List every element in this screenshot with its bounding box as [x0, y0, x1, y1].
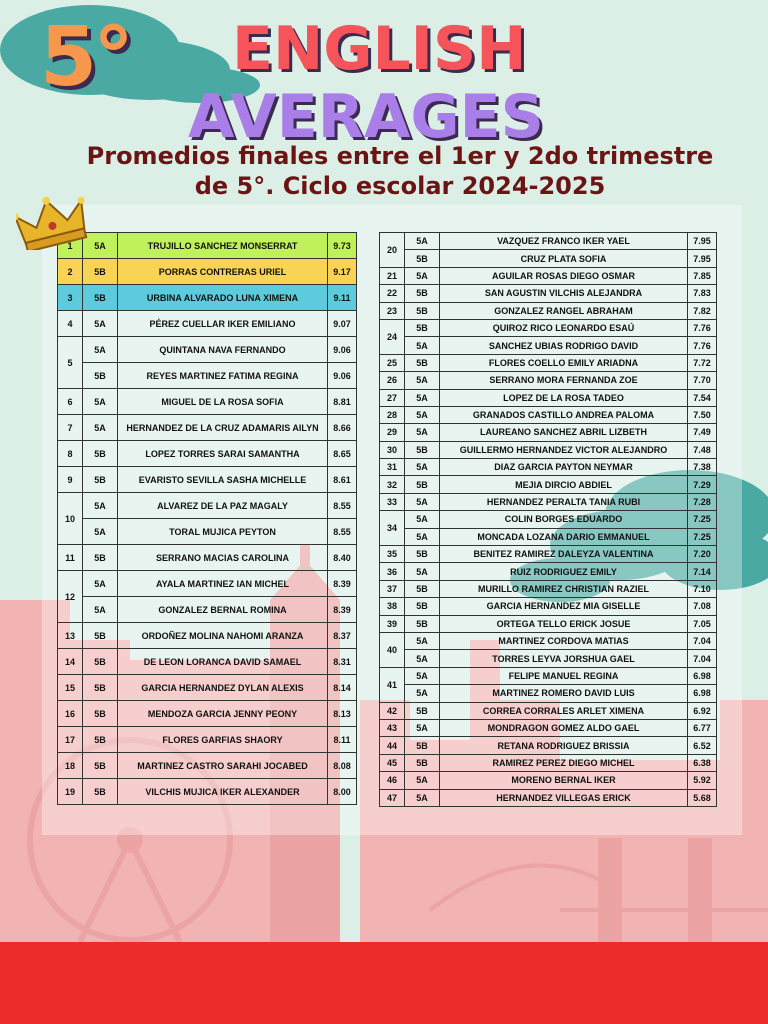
student-name-cell: GUILLERMO HERNANDEZ VICTOR ALEJANDRO	[440, 441, 688, 458]
group-cell: 5B	[405, 476, 440, 493]
student-name-cell: AGUILAR ROSAS DIEGO OSMAR	[440, 267, 688, 284]
group-cell: 5B	[405, 754, 440, 771]
rank-cell: 23	[380, 302, 405, 319]
rank-cell: 7	[58, 415, 83, 441]
table-row	[380, 528, 717, 545]
group-cell: 5B	[405, 580, 440, 597]
average-cell: 6.92	[688, 702, 717, 719]
average-cell: 7.25	[688, 511, 717, 528]
table-row	[58, 493, 357, 519]
group-cell: 5A	[83, 519, 118, 545]
group-cell: 5A	[83, 311, 118, 337]
table-row	[380, 233, 717, 250]
student-name-cell: EVARISTO SEVILLA SASHA MICHELLE	[118, 467, 328, 493]
table-row	[58, 415, 357, 441]
student-name-cell: REYES MARTINEZ FATIMA REGINA	[118, 363, 328, 389]
average-cell: 6.52	[688, 737, 717, 754]
student-name-cell: BENITEZ RAMIREZ DALEYZA VALENTINA	[440, 546, 688, 563]
rank-cell: 12	[58, 571, 83, 623]
table-row	[380, 424, 717, 441]
rank-cell: 1	[58, 233, 83, 259]
rank-cell: 44	[380, 737, 405, 754]
average-cell: 7.54	[688, 389, 717, 406]
average-cell: 8.39	[328, 597, 357, 623]
rank-cell: 45	[380, 754, 405, 771]
group-cell: 5A	[405, 772, 440, 789]
rank-cell: 40	[380, 632, 405, 667]
group-cell: 5B	[83, 779, 118, 805]
average-cell: 6.98	[688, 667, 717, 684]
average-cell: 8.40	[328, 545, 357, 571]
table-row	[380, 702, 717, 719]
table-row	[58, 701, 357, 727]
group-cell: 5A	[405, 528, 440, 545]
student-name-cell: CRUZ PLATA SOFIA	[440, 250, 688, 267]
student-name-cell: ORTEGA TELLO ERICK JOSUE	[440, 615, 688, 632]
group-cell: 5B	[405, 319, 440, 336]
group-cell: 5B	[405, 302, 440, 319]
average-cell: 7.10	[688, 580, 717, 597]
table-row	[380, 754, 717, 771]
group-cell: 5A	[405, 511, 440, 528]
student-name-cell: MONDRAGON GOMEZ ALDO GAEL	[440, 719, 688, 736]
average-cell: 7.25	[688, 528, 717, 545]
rank-cell: 24	[380, 319, 405, 354]
student-name-cell: TRUJILLO SANCHEZ MONSERRAT	[118, 233, 328, 259]
group-cell: 5A	[405, 372, 440, 389]
group-cell: 5B	[405, 702, 440, 719]
rank-cell: 8	[58, 441, 83, 467]
table-row	[380, 650, 717, 667]
subtitle-line-2: de 5°. Ciclo escolar 2024-2025	[194, 172, 606, 200]
crown-icon	[16, 194, 88, 250]
rank-cell: 21	[380, 267, 405, 284]
table-row	[58, 545, 357, 571]
student-name-cell: HERNANDEZ DE LA CRUZ ADAMARIS AILYN	[118, 415, 328, 441]
rank-cell: 34	[380, 511, 405, 546]
group-cell: 5B	[83, 363, 118, 389]
rank-cell: 22	[380, 285, 405, 302]
group-cell: 5A	[83, 571, 118, 597]
average-cell: 7.08	[688, 598, 717, 615]
rank-cell: 11	[58, 545, 83, 571]
group-cell: 5B	[83, 727, 118, 753]
rank-cell: 41	[380, 667, 405, 702]
bottom-band	[0, 942, 768, 1024]
student-name-cell: RUIZ RODRIGUEZ EMILY	[440, 563, 688, 580]
average-cell: 7.04	[688, 650, 717, 667]
group-cell: 5A	[405, 667, 440, 684]
group-cell: 5B	[83, 285, 118, 311]
rank-cell: 9	[58, 467, 83, 493]
student-name-cell: GARCIA HERNANDEZ DYLAN ALEXIS	[118, 675, 328, 701]
average-cell: 7.95	[688, 233, 717, 250]
group-cell: 5B	[83, 441, 118, 467]
rank-cell: 46	[380, 772, 405, 789]
student-name-cell: FLORES GARFIAS SHAORY	[118, 727, 328, 753]
averages-table-right	[379, 232, 717, 807]
group-cell: 5A	[83, 415, 118, 441]
student-name-cell: GRANADOS CASTILLO ANDREA PALOMA	[440, 406, 688, 423]
student-name-cell: COLIN BORGES EDUARDO	[440, 511, 688, 528]
student-name-cell: SERRANO MORA FERNANDA ZOE	[440, 372, 688, 389]
student-name-cell: MIGUEL DE LA ROSA SOFIA	[118, 389, 328, 415]
average-cell: 8.39	[328, 571, 357, 597]
table-row	[380, 459, 717, 476]
group-cell: 5B	[405, 546, 440, 563]
group-cell: 5B	[83, 623, 118, 649]
average-cell: 8.13	[328, 701, 357, 727]
average-cell: 9.17	[328, 259, 357, 285]
student-name-cell: VAZQUEZ FRANCO IKER YAEL	[440, 233, 688, 250]
student-name-cell: TORAL MUJICA PEYTON	[118, 519, 328, 545]
student-name-cell: SANCHEZ UBIAS RODRIGO DAVID	[440, 337, 688, 354]
table-row	[380, 511, 717, 528]
table-row	[380, 789, 717, 806]
student-name-cell: TORRES LEYVA JORSHUA GAEL	[440, 650, 688, 667]
rank-cell: 15	[58, 675, 83, 701]
group-cell: 5A	[405, 389, 440, 406]
average-cell: 7.38	[688, 459, 717, 476]
table-row	[380, 406, 717, 423]
group-cell: 5B	[405, 441, 440, 458]
rank-cell: 3	[58, 285, 83, 311]
average-cell: 9.11	[328, 285, 357, 311]
group-cell: 5A	[405, 267, 440, 284]
group-cell: 5B	[83, 753, 118, 779]
table-row	[58, 779, 357, 805]
group-cell: 5B	[405, 737, 440, 754]
table-row	[58, 467, 357, 493]
rank-cell: 37	[380, 580, 405, 597]
student-name-cell: PORRAS CONTRERAS URIEL	[118, 259, 328, 285]
table-row	[58, 675, 357, 701]
average-cell: 6.98	[688, 685, 717, 702]
student-name-cell: QUINTANA NAVA FERNANDO	[118, 337, 328, 363]
average-cell: 7.72	[688, 354, 717, 371]
average-cell: 8.37	[328, 623, 357, 649]
rank-cell: 13	[58, 623, 83, 649]
table-row	[58, 649, 357, 675]
average-cell: 9.73	[328, 233, 357, 259]
group-cell: 5A	[405, 459, 440, 476]
table-row	[58, 233, 357, 259]
average-cell: 8.31	[328, 649, 357, 675]
table-row	[58, 753, 357, 779]
student-name-cell: AYALA MARTINEZ IAN MICHEL	[118, 571, 328, 597]
group-cell: 5A	[405, 789, 440, 806]
student-name-cell: GONZALEZ BERNAL ROMINA	[118, 597, 328, 623]
table-row	[58, 571, 357, 597]
student-name-cell: RAMIREZ PEREZ DIEGO MICHEL	[440, 754, 688, 771]
group-cell: 5A	[405, 685, 440, 702]
rank-cell: 47	[380, 789, 405, 806]
table-row	[380, 719, 717, 736]
rank-cell: 35	[380, 546, 405, 563]
average-cell: 7.70	[688, 372, 717, 389]
table-row	[380, 302, 717, 319]
group-cell: 5B	[405, 615, 440, 632]
group-cell: 5B	[83, 259, 118, 285]
average-cell: 8.14	[328, 675, 357, 701]
average-cell: 7.76	[688, 337, 717, 354]
table-row	[380, 772, 717, 789]
table-row	[380, 319, 717, 336]
table-row	[380, 685, 717, 702]
average-cell: 7.28	[688, 493, 717, 510]
average-cell: 7.95	[688, 250, 717, 267]
average-cell: 8.65	[328, 441, 357, 467]
table-row	[380, 476, 717, 493]
page-title: ENGLISH	[232, 14, 527, 84]
subtitle-line-1: Promedios finales entre el 1er y 2do trimestre	[86, 142, 714, 170]
table-row	[58, 363, 357, 389]
grade-title: 5°	[40, 10, 131, 105]
average-cell: 9.07	[328, 311, 357, 337]
table-row	[58, 389, 357, 415]
group-cell: 5B	[83, 545, 118, 571]
student-name-cell: MEJIA DIRCIO ABDIEL	[440, 476, 688, 493]
rank-cell: 2	[58, 259, 83, 285]
rank-cell: 30	[380, 441, 405, 458]
average-cell: 8.11	[328, 727, 357, 753]
average-cell: 7.76	[688, 319, 717, 336]
rank-cell: 31	[380, 459, 405, 476]
group-cell: 5A	[405, 563, 440, 580]
group-cell: 5B	[83, 701, 118, 727]
table-row	[380, 632, 717, 649]
group-cell: 5A	[405, 424, 440, 441]
table-row	[380, 372, 717, 389]
rank-cell: 32	[380, 476, 405, 493]
student-name-cell: LOPEZ DE LA ROSA TADEO	[440, 389, 688, 406]
student-name-cell: MARTINEZ CORDOVA MATIAS	[440, 632, 688, 649]
group-cell: 5A	[405, 650, 440, 667]
group-cell: 5A	[405, 493, 440, 510]
group-cell: 5A	[83, 233, 118, 259]
student-name-cell: SERRANO MACIAS CAROLINA	[118, 545, 328, 571]
table-row	[58, 623, 357, 649]
average-cell: 8.08	[328, 753, 357, 779]
average-cell: 7.04	[688, 632, 717, 649]
student-name-cell: MENDOZA GARCIA JENNY PEONY	[118, 701, 328, 727]
average-cell: 7.14	[688, 563, 717, 580]
average-cell: 7.82	[688, 302, 717, 319]
table-row	[58, 519, 357, 545]
table-row	[58, 259, 357, 285]
group-cell: 5B	[83, 467, 118, 493]
table-row	[380, 389, 717, 406]
table-row	[380, 546, 717, 563]
table-row	[58, 727, 357, 753]
average-cell: 6.38	[688, 754, 717, 771]
student-name-cell: SAN AGUSTIN VILCHIS ALEJANDRA	[440, 285, 688, 302]
student-name-cell: GARCIA HERNANDEZ MIA GISELLE	[440, 598, 688, 615]
student-name-cell: MARTINEZ CASTRO SARAHI JOCABED	[118, 753, 328, 779]
table-row	[380, 337, 717, 354]
student-name-cell: HERNANDEZ PERALTA TANIA RUBI	[440, 493, 688, 510]
table-row	[380, 737, 717, 754]
rank-cell: 14	[58, 649, 83, 675]
average-cell: 8.55	[328, 493, 357, 519]
rank-cell: 28	[380, 406, 405, 423]
table-row	[380, 493, 717, 510]
average-cell: 8.00	[328, 779, 357, 805]
average-cell: 9.06	[328, 363, 357, 389]
table-row	[380, 250, 717, 267]
student-name-cell: MARTINEZ ROMERO DAVID LUIS	[440, 685, 688, 702]
average-cell: 7.05	[688, 615, 717, 632]
table-row	[58, 285, 357, 311]
rank-cell: 4	[58, 311, 83, 337]
table-row	[58, 441, 357, 467]
rank-cell: 36	[380, 563, 405, 580]
student-name-cell: HERNANDEZ VILLEGAS ERICK	[440, 789, 688, 806]
average-cell: 8.66	[328, 415, 357, 441]
average-cell: 7.29	[688, 476, 717, 493]
average-cell: 7.85	[688, 267, 717, 284]
table-row	[380, 563, 717, 580]
average-cell: 7.20	[688, 546, 717, 563]
group-cell: 5B	[405, 250, 440, 267]
rank-cell: 16	[58, 701, 83, 727]
table-row	[58, 337, 357, 363]
table-row	[380, 615, 717, 632]
average-cell: 8.61	[328, 467, 357, 493]
table-row	[380, 441, 717, 458]
rank-cell: 42	[380, 702, 405, 719]
average-cell: 7.50	[688, 406, 717, 423]
average-cell: 5.68	[688, 789, 717, 806]
student-name-cell: RETANA RODRIGUEZ BRISSIA	[440, 737, 688, 754]
group-cell: 5A	[83, 389, 118, 415]
group-cell: 5A	[405, 233, 440, 250]
group-cell: 5B	[83, 649, 118, 675]
student-name-cell: QUIROZ RICO LEONARDO ESAÚ	[440, 319, 688, 336]
student-name-cell: FELIPE MANUEL REGINA	[440, 667, 688, 684]
student-name-cell: ALVAREZ DE LA PAZ MAGALY	[118, 493, 328, 519]
average-cell: 7.83	[688, 285, 717, 302]
table-row	[380, 667, 717, 684]
rank-cell: 25	[380, 354, 405, 371]
group-cell: 5B	[405, 285, 440, 302]
average-cell: 6.77	[688, 719, 717, 736]
student-name-cell: ORDOÑEZ MOLINA NAHOMI ARANZA	[118, 623, 328, 649]
group-cell: 5B	[405, 354, 440, 371]
student-name-cell: VILCHIS MUJICA IKER ALEXANDER	[118, 779, 328, 805]
student-name-cell: LOPEZ TORRES SARAI SAMANTHA	[118, 441, 328, 467]
rank-cell: 17	[58, 727, 83, 753]
table-row	[380, 580, 717, 597]
group-cell: 5A	[405, 337, 440, 354]
student-name-cell: URBINA ALVARADO LUNA XIMENA	[118, 285, 328, 311]
student-name-cell: FLORES COELLO EMILY ARIADNA	[440, 354, 688, 371]
group-cell: 5A	[405, 719, 440, 736]
table-row	[58, 597, 357, 623]
rank-cell: 6	[58, 389, 83, 415]
student-name-cell: MONCADA LOZANA DARIO EMMANUEL	[440, 528, 688, 545]
average-cell: 7.49	[688, 424, 717, 441]
group-cell: 5A	[405, 632, 440, 649]
rank-cell: 5	[58, 337, 83, 389]
rank-cell: 29	[380, 424, 405, 441]
student-name-cell: GONZALEZ RANGEL ABRAHAM	[440, 302, 688, 319]
rank-cell: 27	[380, 389, 405, 406]
rank-cell: 18	[58, 753, 83, 779]
group-cell: 5B	[83, 675, 118, 701]
table-row	[380, 285, 717, 302]
student-name-cell: CORREA CORRALES ARLET XIMENA	[440, 702, 688, 719]
student-name-cell: LAUREANO SANCHEZ ABRIL LIZBETH	[440, 424, 688, 441]
rank-cell: 10	[58, 493, 83, 545]
group-cell: 5A	[405, 406, 440, 423]
student-name-cell: DE LEON LORANCA DAVID SAMAEL	[118, 649, 328, 675]
student-name-cell: DIAZ GARCIA PAYTON NEYMAR	[440, 459, 688, 476]
student-name-cell: MURILLO RAMIREZ CHRISTIAN RAZIEL	[440, 580, 688, 597]
page-title-secondary: AVERAGES	[188, 82, 544, 152]
group-cell: 5B	[405, 598, 440, 615]
rank-cell: 38	[380, 598, 405, 615]
student-name-cell: PÉREZ CUELLAR IKER EMILIANO	[118, 311, 328, 337]
table-row	[58, 311, 357, 337]
group-cell: 5A	[83, 337, 118, 363]
rank-cell: 19	[58, 779, 83, 805]
rank-cell: 33	[380, 493, 405, 510]
average-cell: 7.48	[688, 441, 717, 458]
student-name-cell: MORENO BERNAL IKER	[440, 772, 688, 789]
averages-table-left	[57, 232, 357, 805]
group-cell: 5A	[83, 597, 118, 623]
rank-cell: 20	[380, 233, 405, 268]
rank-cell: 26	[380, 372, 405, 389]
table-row	[380, 598, 717, 615]
table-row	[380, 354, 717, 371]
average-cell: 8.81	[328, 389, 357, 415]
rank-cell: 43	[380, 719, 405, 736]
average-cell: 5.92	[688, 772, 717, 789]
group-cell: 5A	[83, 493, 118, 519]
table-row	[380, 267, 717, 284]
average-cell: 9.06	[328, 337, 357, 363]
average-cell: 8.55	[328, 519, 357, 545]
rank-cell: 39	[380, 615, 405, 632]
